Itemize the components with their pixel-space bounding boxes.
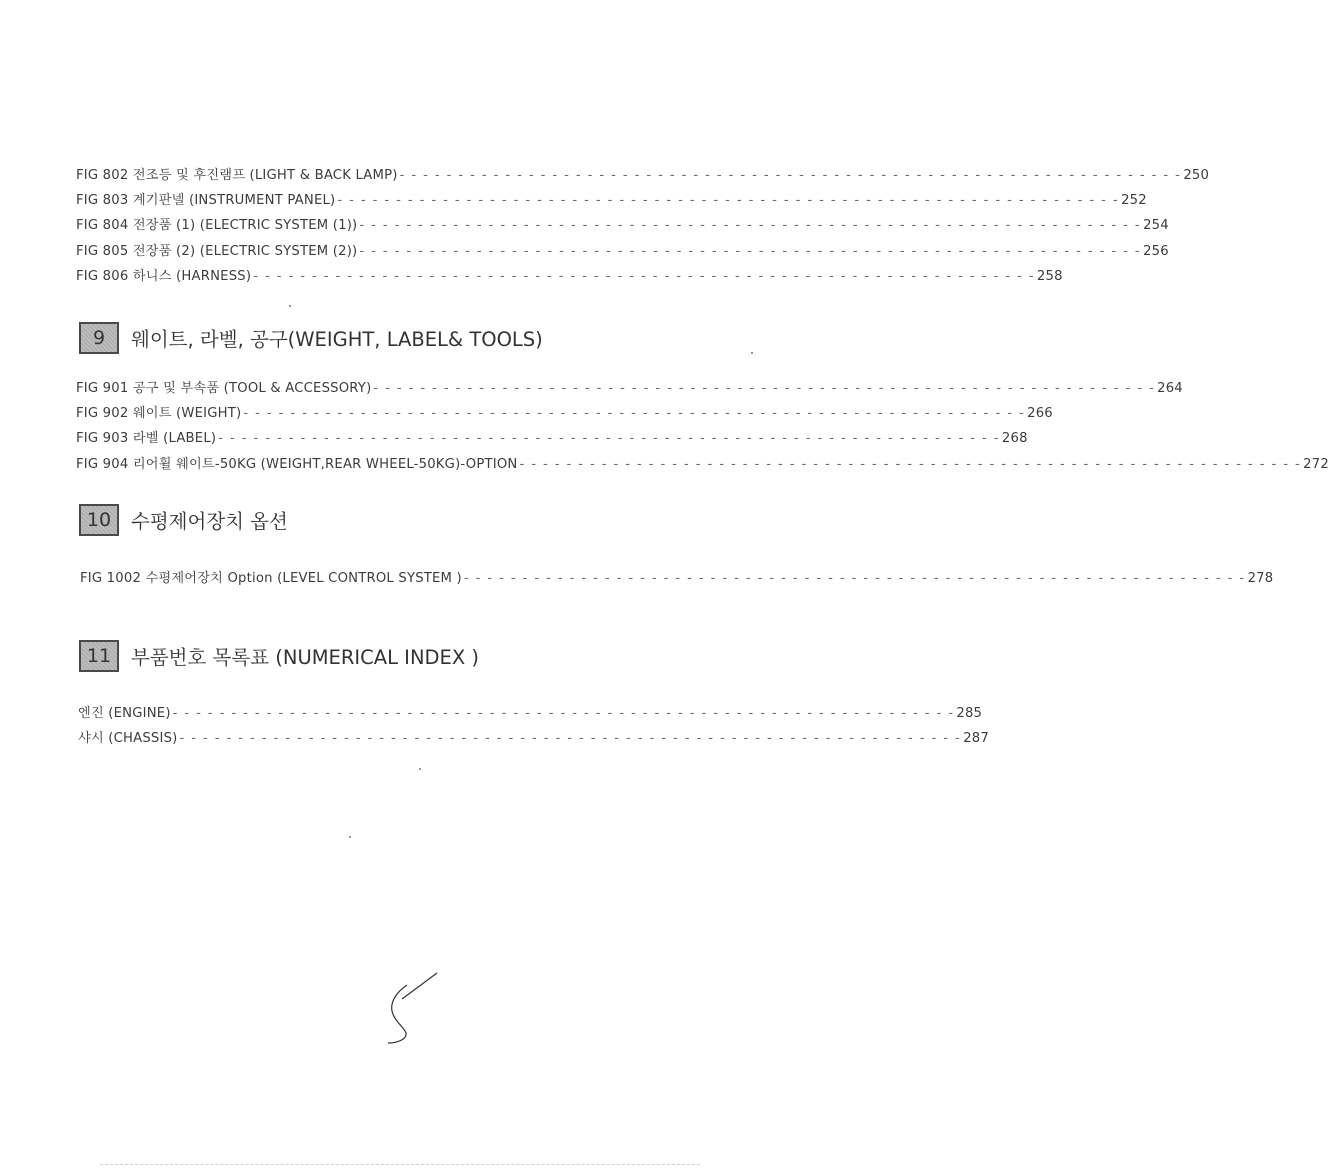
entry-label: FIG 805 전장품 (2) (ELECTRIC SYSTEM (2)) [76,244,358,259]
toc-entry-fig-803 [76,189,1147,208]
entry-label: FIG 806 하니스 (HARNESS) [76,269,252,284]
entry-label: FIG 901 공구 및 부속품 (TOOL & ACCESSORY) [76,381,372,396]
section-number-box: 10 [79,504,119,536]
entry-label: FIG 1002 수평제어장치 Option (LEVEL CONTROL SYSTEM ) [80,571,462,586]
toc-entry-fig-804 [76,214,1169,233]
scan-speck [751,352,753,354]
toc-entry-engine [78,702,983,721]
page-number: 266 [1027,406,1053,421]
toc-entry-fig-902 [76,402,1053,421]
dot-leader: - - - - - - - - - - - - - - - - - - - - - - - - - - - - - - - - - - - - - - - - - - - - - - - - - - - - - - - - - - - - - - - - - - - [337,193,1120,208]
scan-speck [419,768,421,770]
page-number: 285 [956,706,983,721]
scan-speck [349,836,351,838]
dot-leader: - - - - - - - - - - - - - - - - - - - - - - - - - - - - - - - - - - - - - - - - - - - - - - - - - - - - - - - - - - - - - - - - - - - [359,218,1142,233]
page-number: 256 [1143,244,1169,259]
entry-label: FIG 802 전조등 및 후진램프 (LIGHT & BACK LAMP) [76,168,398,183]
toc-entry-fig-903 [76,427,1028,446]
page-number: 268 [1001,431,1028,446]
entry-label: 샤시 (CHASSIS) [78,731,178,746]
dot-leader: - - - - - - - - - - - - - - - - - - - - - - - - - - - - - - - - - - - - - - - - - - - - - - - - - - - - - - - - - - - - - - - - - - - [179,731,962,746]
section-heading-10 [79,503,288,537]
page-number: 254 [1143,218,1169,233]
scan-speck [289,305,291,307]
section-title: 부품번호 목록표 (NUMERICAL INDEX ) [131,646,480,669]
dot-leader: - - - - - - - - - - - - - - - - - - - - - - - - - - - - - - - - - - - - - - - - - - - - - - - - - - - - - - - - - - - - - - - - - - - [172,706,955,721]
toc-entry-fig-904 [76,453,1329,472]
page-number: 278 [1247,571,1274,586]
page-number: 264 [1157,381,1183,396]
page-number: 252 [1121,193,1147,208]
toc-entry-fig-901 [76,377,1183,396]
dot-leader: - - - - - - - - - - - - - - - - - - - - - - - - - - - - - - - - - - - - - - - - - - - - - - - - - - - - - - - - - - - - - - - - - - - [253,269,1035,284]
entry-label: FIG 903 라벨 (LABEL) [76,431,217,446]
dot-leader: - - - - - - - - - - - - - - - - - - - - - - - - - - - - - - - - - - - - - - - - - - - - - - - - - - - - - - - - - - - - - - - - - - - [463,571,1246,586]
handwritten-signature [380,965,450,1050]
toc-entry-chassis [78,727,989,746]
section-number-box: 9 [79,322,119,354]
section-heading-9 [79,321,543,355]
dot-leader: - - - - - - - - - - - - - - - - - - - - - - - - - - - - - - - - - - - - - - - - - - - - - - - - - - - - - - - - - - - - - - - - - - - [359,244,1142,259]
scan-edge-line [100,1164,700,1165]
page-number: 250 [1183,168,1210,183]
entry-label: FIG 902 웨이트 (WEIGHT) [76,406,242,421]
dot-leader: - - - - - - - - - - - - - - - - - - - - - - - - - - - - - - - - - - - - - - - - - - - - - - - - - - - - - - - - - - - - - - - - - - - [399,168,1182,183]
dot-leader: - - - - - - - - - - - - - - - - - - - - - - - - - - - - - - - - - - - - - - - - - - - - - - - - - - - - - - - - - - - - - - - - - - - [243,406,1026,421]
dot-leader: - - - - - - - - - - - - - - - - - - - - - - - - - - - - - - - - - - - - - - - - - - - - - - - - - - - - - - - - - - - - - - - - - - - [218,431,1000,446]
section-title: 수평제어장치 옵션 [131,510,288,533]
entry-label: FIG 904 리어휠 웨이트-50KG (WEIGHT,REAR WHEEL-50KG)-OPTION [76,457,518,472]
dot-leader: - - - - - - - - - - - - - - - - - - - - - - - - - - - - - - - - - - - - - - - - - - - - - - - - - - - - - - - - - - - - - - - - - - - [373,381,1156,396]
toc-entry-fig-802 [76,164,1210,183]
page-number: 272 [1303,457,1329,472]
section-heading-11 [79,639,479,673]
dot-leader: - - - - - - - - - - - - - - - - - - - - - - - - - - - - - - - - - - - - - - - - - - - - - - - - - - - - - - - - - - - - - - - - - - - [519,457,1302,472]
section-number-box: 11 [79,640,119,672]
entry-label: FIG 804 전장품 (1) (ELECTRIC SYSTEM (1)) [76,218,358,233]
page-number: 287 [963,731,989,746]
section-title: 웨이트, 라벨, 공구(WEIGHT, LABEL& TOOLS) [131,328,543,351]
toc-entry-fig-1002 [80,567,1274,586]
page-number: 258 [1036,269,1063,284]
toc-entry-fig-805 [76,240,1169,259]
entry-label: 엔진 (ENGINE) [78,706,171,721]
toc-entry-fig-806 [76,265,1063,284]
entry-label: FIG 803 계기판넬 (INSTRUMENT PANEL) [76,193,336,208]
